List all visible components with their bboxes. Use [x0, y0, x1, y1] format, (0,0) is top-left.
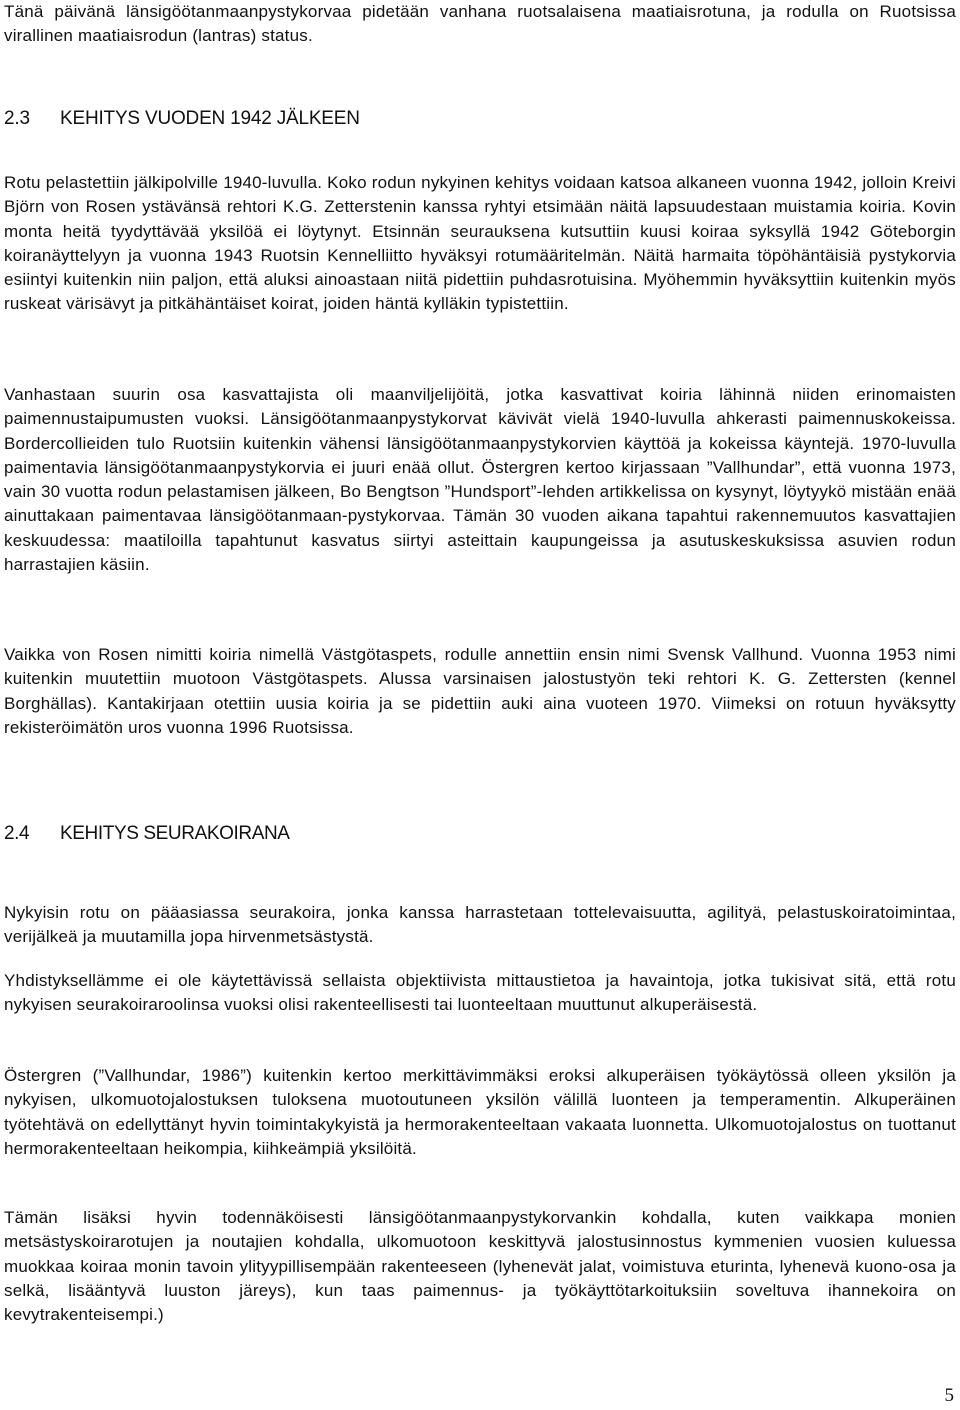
paragraph: Rotu pelastettiin jälkipolville 1940-luvulla. Koko rodun nykyinen kehitys voidaan katsoa alkaneen vuonna 1942, jolloin Kreivi Björn von Rosen ystävänsä rehtori K.G. Zetterstenin kanssa ryhtyi etsimään näitä lapsuudestaan muistamia koiria. Kovin monta heitä tyydyttävää yksilöä ei löytynyt. Etsinnän seurauksena kutsuttiin kuusi koiraa syksyllä 1942 Göteborgin koiranäyttelyyn ja vuonna 1943 Ruotsin Kennelliitto hyväksyi rotumääritelmän. Näitä harmaita töpöhäntäisiä pystykorvia esiintyi kuitenkin niin paljon, että aluksi ainoastaan niitä pidettiin puhdasrotuisina. Myöhemmin hyväksyttiin kuitenkin myös ruskeat värisävyt ja pitkähäntäiset koirat, joiden häntä kylläkin typistettiin. — [4, 173, 956, 314]
paragraph: Vanhastaan suurin osa kasvattajista oli maanviljelijöitä, jotka kasvattivat koiria lähinnä niiden erinomaisten paimennustaipumusten vuoksi. Länsigöötanmaanpystykorvat kävivät vielä 1940-luvulla ahkerasti paimennuskokeissa. Bordercollieiden tulo Ruotsiin kuitenkin vähensi länsigöötanmaanpystykorvien käyttöä ja kokeissa käyntejä. 1970-luvulla paimentavia länsigöötanmaanpystykorvia ei juuri enää ollut. Östergren kertoo kirjassaan ”Vallhundar”, että vuonna 1973, vain 30 vuotta rodun pelastamisen jälkeen, Bo Bengtson ”Hundsport”-lehden artikkelissa on kysynyt, löytyykö mistään enää ainuttakaan paimentavaa länsigöötanmaan-pystykorvaa. Tämän 30 vuoden aikana tapahtui rakennemuutos kasvattajien keskuudessa: maatiloilla tapahtunut kasvatus siirtyi asteittain kaupungeissa ja asutuskeskuksissa asuvien rodun harrastajien käsiin. — [4, 385, 956, 575]
section-heading-2-3 — [4, 107, 956, 131]
section-number: 2.3 — [4, 108, 30, 129]
paragraph: Tämän lisäksi hyvin todennäköisesti länsigöötanmaanpystykorvankin kohdalla, kuten vaikkapa monien metsästyskoirarotujen ja noutajien kohdalla, ulkomuotoon keskittyvä jalostusinnostus kymmenien vuosien kuluessa muokkaa koiraa monin tavoin ylityypillisempään rakenteeseen (lyhenevät jalat, voimistuva eturinta, lyhenevä kuono-osa ja selkä, lisääntyvä luuston järeys), kun taas paimennus- ja työkäyttötarkoituksiin soveltuva ihannekoira on kevytrakenteisempi.) — [4, 1208, 956, 1325]
paragraph: Östergren (”Vallhundar, 1986”) kuitenkin kertoo merkittävimmäksi eroksi alkuperäisen työkäytössä olleen yksilön ja nykyisen, ulkomuotojalostuksen tuloksena muotoutuneen yksilön välillä luonteen ja temperamentin. Alkuperäinen työtehtävä on edellyttänyt hyvin toimintakykyistä ja hermorakenteeltaan vakaata luonnetta. Ulkomuotojalostus on tuottanut hermorakenteeltaan heikompia, kiihkeämpiä yksilöitä. — [4, 1066, 956, 1158]
paragraph: Nykyisin rotu on pääasiassa seurakoira, jonka kanssa harrastetaan tottelevaisuutta, agilityä, pelastuskoiratoimintaa, verijälkeä ja muutamilla jopa hirvenmetsästystä. — [4, 903, 956, 947]
page-number: 5 — [944, 1385, 954, 1406]
section-heading-2-4 — [4, 822, 956, 846]
section-title: KEHITYS SEURAKOIRANA — [60, 823, 290, 844]
paragraph: Yhdistyksellämme ei ole käytettävissä sellaista objektiivista mittaustietoa ja havaintoja, jotka tukisivat sitä, että rotu nykyisen seurakoiraroolinsa vuoksi olisi rakenteellisesti tai luonteeltaan muuttunut alkuperäisestä. — [4, 971, 956, 1015]
section-title: KEHITYS VUODEN 1942 JÄLKEEN — [60, 108, 360, 129]
paragraph: Vaikka von Rosen nimitti koiria nimellä Västgötaspets, rodulle annettiin ensin nimi Svensk Vallhund. Vuonna 1953 nimi kuitenkin muutettiin muotoon Västgötaspets. Alussa varsinaisen jalostustyön teki rehtori K. G. Zettersten (kennel Borghällas). Kantakirjaan otettiin uusia koiria ja se pidettiin auki aina vuoteen 1970. Viimeksi on rotuun hyväksytty rekisteröimätön uros vuonna 1996 Ruotsissa. — [4, 645, 956, 737]
intro-paragraph: Tänä päivänä länsigöötanmaanpystykorvaa pidetään vanhana ruotsalaisena maatiaisrotuna, ja rodulla on Ruotsissa virallinen maatiaisrodun (lantras) status. — [4, 2, 956, 46]
section-number: 2.4 — [4, 823, 30, 844]
